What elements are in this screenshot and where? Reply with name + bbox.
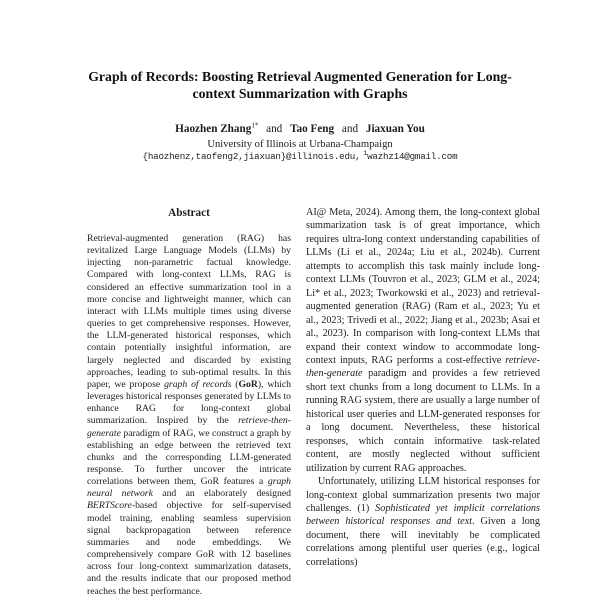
introduction-column	[306, 206, 540, 569]
abstract-column	[87, 207, 291, 598]
author-2-name: Tao Feng	[290, 123, 335, 135]
author-separator: and	[266, 123, 283, 135]
title-block	[0, 68, 600, 103]
author-1-name: Haozhen Zhang	[175, 123, 252, 135]
author-1	[175, 123, 258, 135]
email-institutional: {haozhenz,taofeng2,jiaxuan}@illinois.edu,	[142, 151, 361, 162]
author-separator: and	[341, 123, 359, 135]
email-personal: wazhz14@gmail.com	[367, 151, 458, 162]
author-3-name: Jiaxuan You	[365, 123, 425, 135]
paper-title: Graph of Records: Boosting Retrieval Augmented Generation for Long-context Summarization with Graphs	[88, 69, 512, 101]
email-superscript: 1	[363, 149, 368, 157]
abstract-text: Retrieval-augmented generation (RAG) has revitalized Large Language Models (LLMs) by injecting non-parametric factual knowledge. Compared with long-context LLMs, RAG is considered an effective summarization tool in a more concise and lightweight manner, which can interact with LLMs multiple times using diverse queries to get comprehensive responses. However, the LLM-generated historical responses, which contain potentially insightful information, are largely neglected and discarded by existing approaches, leading to sub-optimal results. In this paper, we propose graph of records (GoR), which leverages historical responses generated by LLMs to enhance RAG for long-context global summarization. Inspired by the retrieve-then-generate paradigm of RAG, we construct a graph by establishing an edge between the retrieved text chunks and the corresponding LLM-generated response. To further uncover the intricate correlations between them, GoR features a graph neural network and an elaborately designed BERTScore-based objective for self-supervised model training, enabling seamless supervision signal backpropagation between reference summaries and node embeddings. We comprehensively compare GoR with 12 baselines across four long-context summarization datasets, and the results indicate that our proposed method reaches the best performance.	[87, 233, 292, 597]
intro-paragraph-2: Unfortunately, utilizing LLM historical responses for long-context global summarization presents two major challenges. (1) Sophisticated yet implicit correlations between historical responses and text. Given a long document, there will inevitably be complicated correlations among plentiful user queries (e.g., logical correlations)	[306, 476, 540, 568]
abstract-heading: Abstract	[168, 207, 210, 219]
authors-line	[0, 122, 600, 136]
email-line	[0, 151, 600, 163]
affiliation: University of Illinois at Urbana-Champaign	[207, 139, 393, 150]
intro-paragraph-1: AI@ Meta, 2024). Among them, the long-context global summarization task is of great importance, which requires ultra-long context understanding capabilities of LLMs (Li et al., 2024a; Liu et al., 2024b). Current attempts to accomplish this task mainly include long-context LLMs (Touvron et al., 2023; GLM et al., 2024; Li* et al., 2023; Tworkowski et al., 2023) and retrieval-augmented generation (RAG) (Ram et al., 2023; Yu et al., 2023; Trivedi et al., 2022; Jiang et al., 2023b; Asai et al., 2023). In comparison with long-context LLMs that expand their context window to accommodate long-context inputs, RAG performs a cost-effective retrieve-then-generate paradigm and provides a few retrieved short text chunks from a long document to LLMs. In a running RAG system, there are usually a large number of historical user queries and LLM-generated responses for a long document. Nevertheless, these historical responses, which contain informative task-related content, are mostly neglected without sufficient utilization by current RAG approaches.	[306, 207, 540, 474]
author-1-superscript: 1*	[251, 121, 259, 130]
